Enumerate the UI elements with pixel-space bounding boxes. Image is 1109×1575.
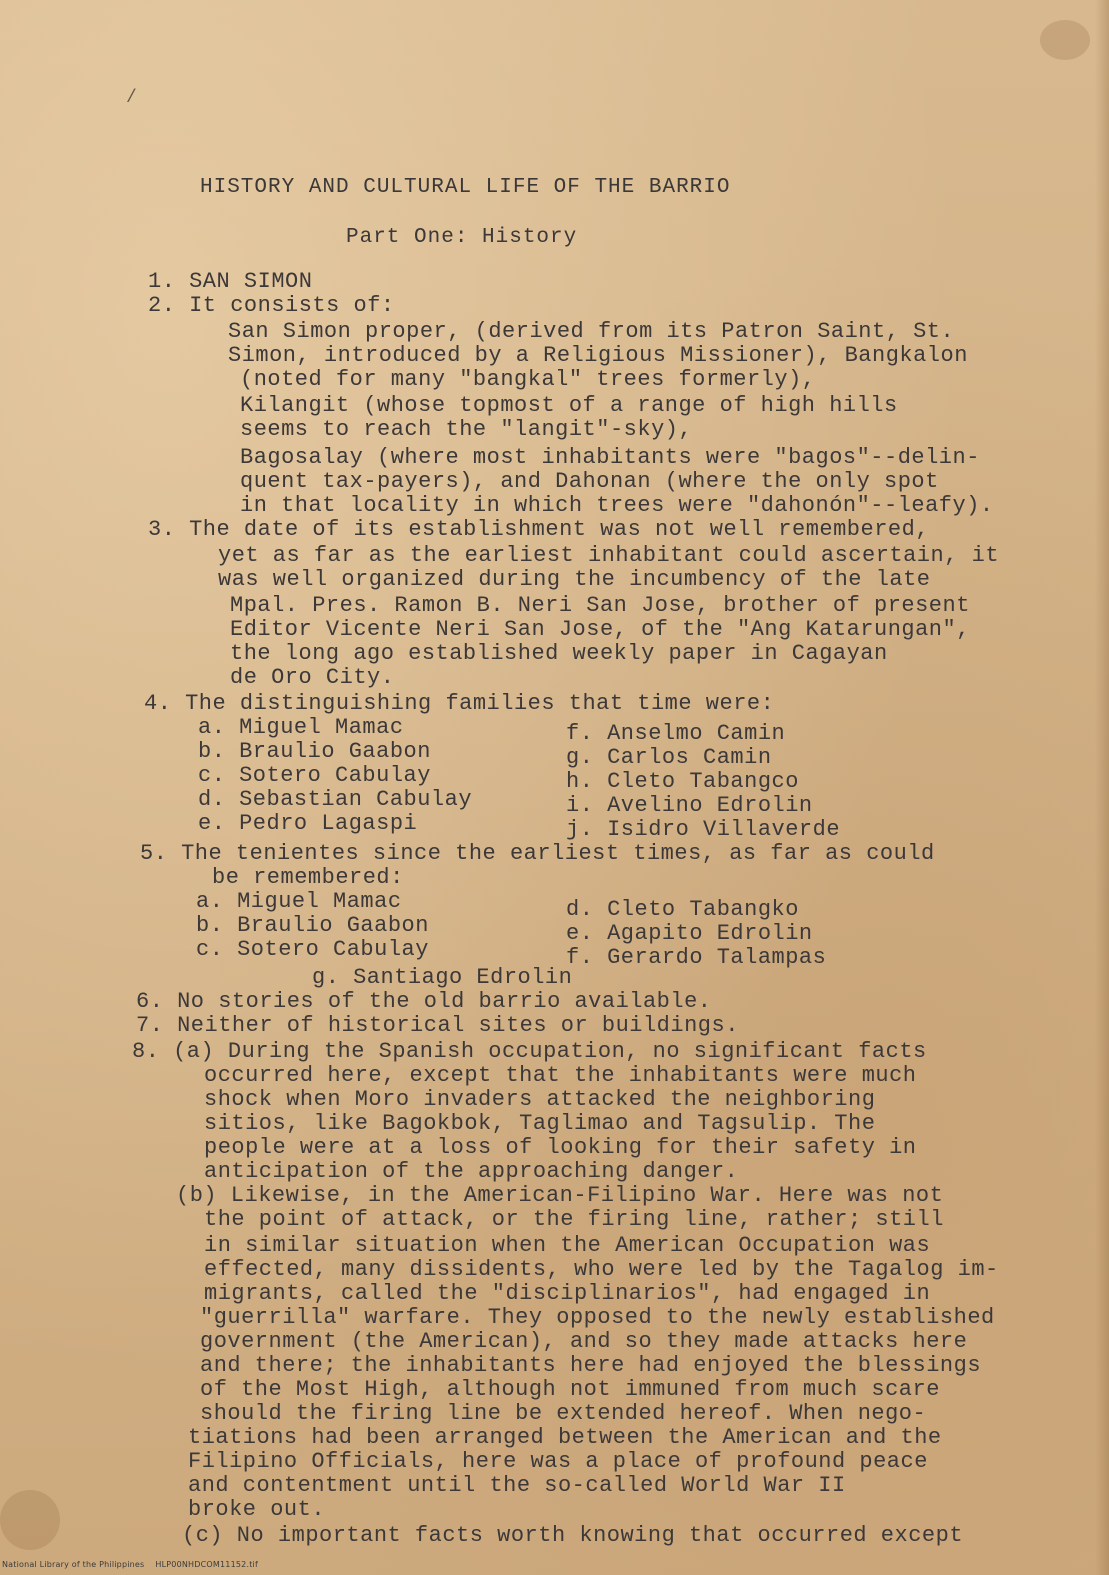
text-line: (c) No important facts worth knowing that occurred except	[182, 1523, 964, 1548]
text-line: (b) Likewise, in the American-Filipino War. Here was not	[176, 1183, 944, 1208]
text-line: 7. Neither of historical sites or buildings.	[136, 1013, 739, 1038]
teniente-item: a. Miguel Mamac	[196, 889, 402, 914]
family-item: c. Sotero Cabulay	[198, 763, 431, 788]
scan-footer: National Library of the Philippines HLP00NHDCOM11152.tif	[2, 1560, 258, 1569]
text-line: yet as far as the earliest inhabitant could ascertain, it	[218, 543, 1000, 568]
family-item: j. Isidro Villaverde	[566, 817, 841, 842]
family-item: b. Braulio Gaabon	[198, 739, 431, 764]
teniente-item: b. Braulio Gaabon	[196, 913, 429, 938]
text-line: in that locality in which trees were "dahonón"--leafy).	[240, 493, 994, 518]
paper-stain	[0, 1490, 60, 1550]
family-item: g. Carlos Camin	[566, 745, 772, 770]
text-line: 1. SAN SIMON	[148, 269, 313, 294]
text-line: anticipation of the approaching danger.	[204, 1159, 739, 1184]
text-line: was well organized during the incumbency of the late	[218, 567, 931, 592]
text-line: be remembered:	[212, 865, 404, 890]
text-line: people were at a loss of looking for their safety in	[204, 1135, 917, 1160]
paper-edge	[1095, 0, 1109, 1575]
text-line: the point of attack, or the firing line, rather; still	[204, 1207, 944, 1232]
text-line: 5. The tenientes since the earliest times, as far as could	[140, 841, 935, 866]
text-line: broke out.	[188, 1497, 326, 1522]
text-line: 2. It consists of:	[148, 293, 395, 318]
text-line: San Simon proper, (derived from its Patron Saint, St.	[228, 319, 955, 344]
text-line: government (the American), and so they made attacks here	[200, 1329, 968, 1354]
text-line: Filipino Officials, here was a place of profound peace	[188, 1449, 928, 1474]
family-item: f. Anselmo Camin	[566, 721, 786, 746]
text-line: and there; the inhabitants here had enjoyed the blessings	[200, 1353, 982, 1378]
text-line: (noted for many "bangkal" trees formerly),	[240, 367, 816, 392]
family-item: i. Avelino Edrolin	[566, 793, 813, 818]
text-line: 4. The distinguishing families that time were:	[144, 691, 775, 716]
family-item: d. Sebastian Cabulay	[198, 787, 473, 812]
document-title: HISTORY AND CULTURAL LIFE OF THE BARRIO	[200, 176, 731, 199]
teniente-item: c. Sotero Cabulay	[196, 937, 429, 962]
paper-stain	[1040, 20, 1090, 60]
text-line: in similar situation when the American Occupation was	[204, 1233, 931, 1258]
family-item: a. Miguel Mamac	[198, 715, 404, 740]
text-line: Mpal. Pres. Ramon B. Neri San Jose, brother of present	[230, 593, 970, 618]
teniente-item: d. Cleto Tabangko	[566, 897, 799, 922]
text-line: of the Most High, although not immuned from much scare	[200, 1377, 940, 1402]
text-line: should the firing line be extended hereof. When nego-	[200, 1401, 927, 1426]
text-line: "guerrilla" warfare. They opposed to the newly established	[200, 1305, 995, 1330]
text-line: shock when Moro invaders attacked the neighboring	[204, 1087, 876, 1112]
text-line: seems to reach the "langit"-sky),	[240, 417, 693, 442]
text-line: tiations had been arranged between the American and the	[188, 1425, 942, 1450]
text-line: Editor Vicente Neri San Jose, of the "Ang Katarungan",	[230, 617, 970, 642]
text-line: de Oro City.	[230, 665, 395, 690]
family-item: h. Cleto Tabangco	[566, 769, 799, 794]
text-line: migrants, called the "disciplinarios", had engaged in	[204, 1281, 931, 1306]
text-line: the long ago established weekly paper in Cagayan	[230, 641, 888, 666]
teniente-item: f. Gerardo Talampas	[566, 945, 827, 970]
teniente-item: g. Santiago Edrolin	[312, 965, 573, 990]
text-line: quent tax-payers), and Dahonan (where the only spot	[240, 469, 939, 494]
text-line: and contentment until the so-called World War II	[188, 1473, 846, 1498]
text-line: 6. No stories of the old barrio available.	[136, 989, 712, 1014]
document-subtitle: Part One: History	[346, 226, 578, 249]
corner-mark: /	[126, 88, 137, 108]
text-line: occurred here, except that the inhabitants were much	[204, 1063, 917, 1088]
family-item: e. Pedro Lagaspi	[198, 811, 418, 836]
text-line: effected, many dissidents, who were led by the Tagalog im-	[204, 1257, 999, 1282]
text-line: Bagosalay (where most inhabitants were "bagos"--delin-	[240, 445, 980, 470]
text-line: Kilangit (whose topmost of a range of high hills	[240, 393, 898, 418]
text-line: Simon, introduced by a Religious Missioner), Bangkalon	[228, 343, 968, 368]
teniente-item: e. Agapito Edrolin	[566, 921, 813, 946]
text-line: sitios, like Bagokbok, Taglimao and Tagsulip. The	[204, 1111, 876, 1136]
text-line: 3. The date of its establishment was not well remembered,	[148, 517, 930, 542]
text-line: 8. (a) During the Spanish occupation, no significant facts	[132, 1039, 927, 1064]
